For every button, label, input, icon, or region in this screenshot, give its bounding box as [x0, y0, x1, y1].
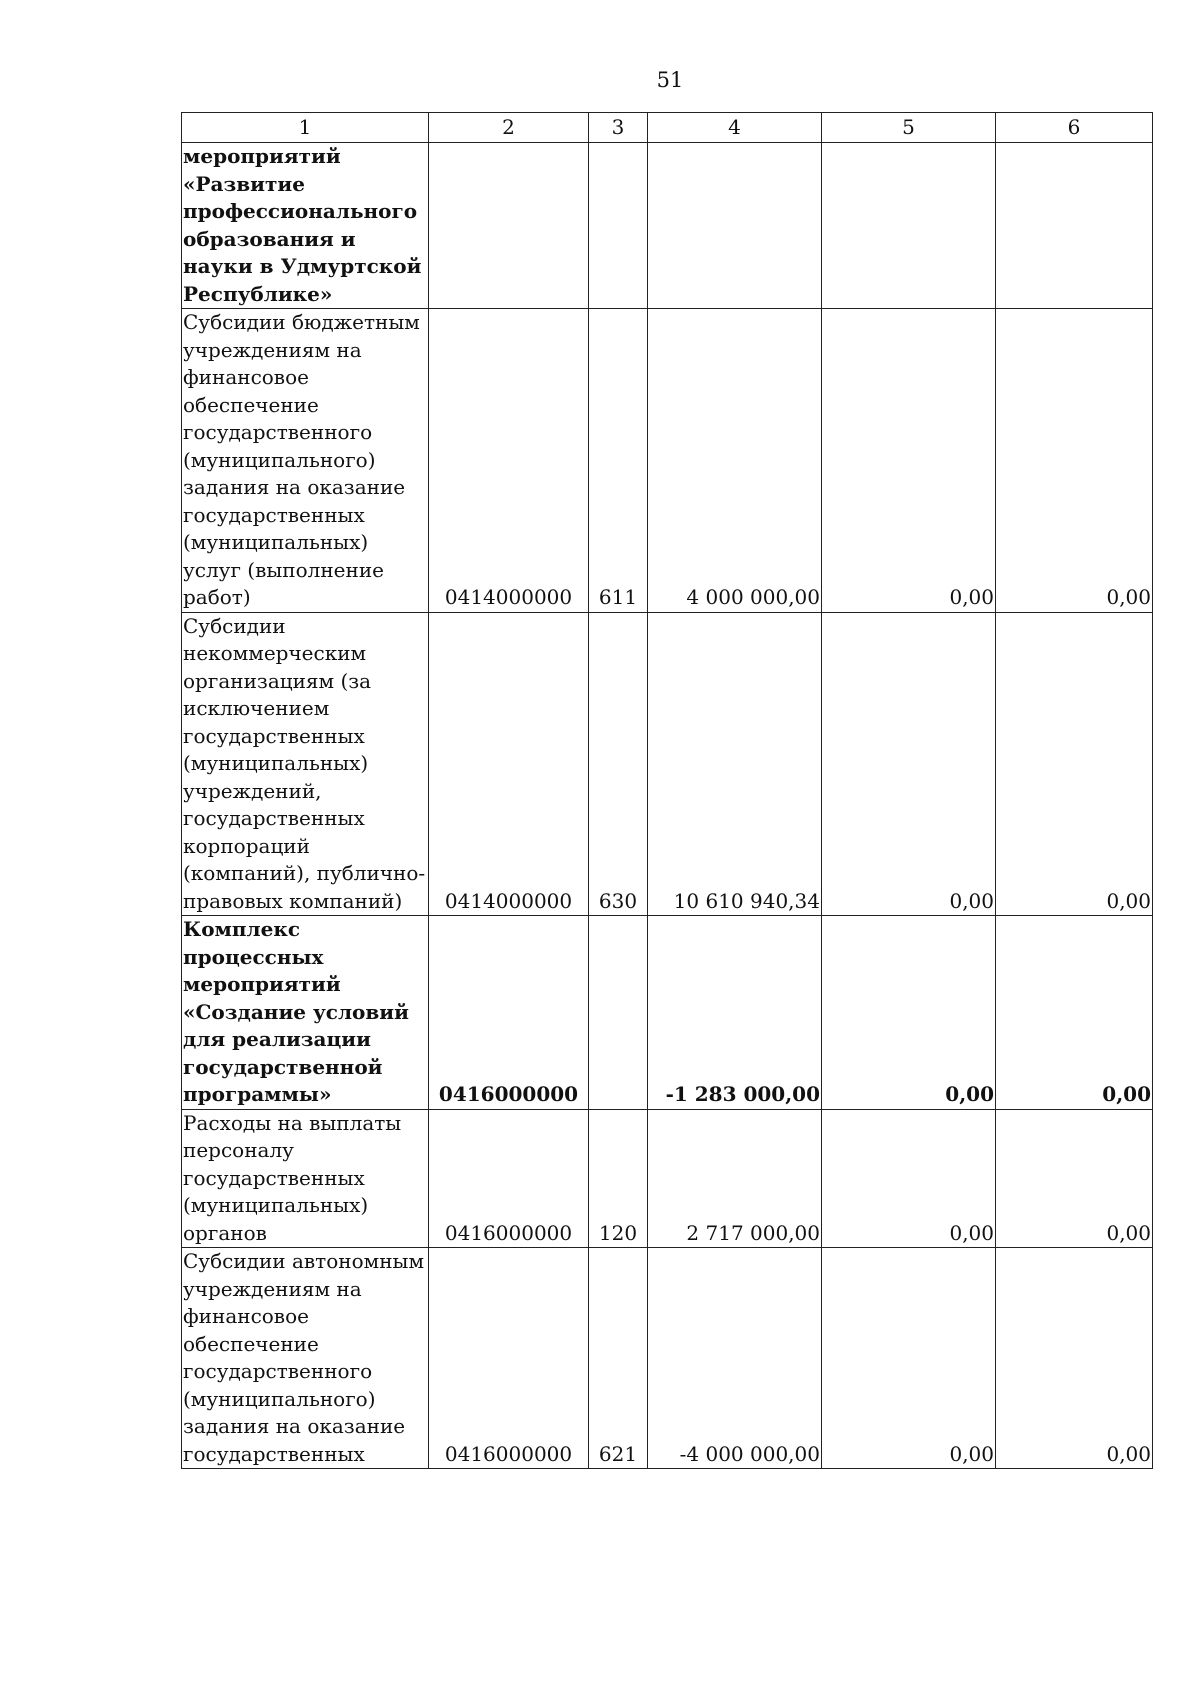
row-name: Субсидии бюджетным учреждениям на финансовое обеспечение государственного (муниципального) задания на оказание государственных (муниципальных) услуг (выполнение работ) [182, 309, 429, 613]
row-code: 0416000000 [429, 1109, 589, 1248]
row-value-4: 10 610 940,34 [648, 612, 822, 916]
row-code: 0416000000 [429, 1248, 589, 1469]
table-row [182, 309, 1153, 613]
row-value-6: 0,00 [996, 612, 1153, 916]
row-value-5: 0,00 [822, 1248, 996, 1469]
row-value-5: 0,00 [822, 916, 996, 1110]
row-value-6: 0,00 [996, 309, 1153, 613]
row-value-4: -4 000 000,00 [648, 1248, 822, 1469]
row-value-6: 0,00 [996, 916, 1153, 1110]
column-header-2: 2 [429, 113, 589, 143]
column-header-4: 4 [648, 113, 822, 143]
row-name: Субсидии автономным учреждениям на финансовое обеспечение государственного (муниципального) задания на оказание государственных [182, 1248, 429, 1469]
row-value-5 [822, 143, 996, 309]
table-body [182, 143, 1153, 1469]
row-value-4: 4 000 000,00 [648, 309, 822, 613]
table-row [182, 143, 1153, 309]
row-kvr: 611 [589, 309, 648, 613]
row-value-4: -1 283 000,00 [648, 916, 822, 1110]
column-header-1: 1 [182, 113, 429, 143]
table-row [182, 916, 1153, 1110]
column-header-3: 3 [589, 113, 648, 143]
row-value-4: 2 717 000,00 [648, 1109, 822, 1248]
row-value-5: 0,00 [822, 612, 996, 916]
row-name: Комплекс процессных мероприятий «Создание условий для реализации государственной программы» [182, 916, 429, 1110]
row-kvr [589, 916, 648, 1110]
row-code [429, 143, 589, 309]
row-value-6: 0,00 [996, 1248, 1153, 1469]
column-header-6: 6 [996, 113, 1153, 143]
row-value-5: 0,00 [822, 309, 996, 613]
row-code: 0416000000 [429, 916, 589, 1110]
row-kvr: 621 [589, 1248, 648, 1469]
table-row [182, 1248, 1153, 1469]
table-row [182, 1109, 1153, 1248]
row-value-4 [648, 143, 822, 309]
row-kvr: 630 [589, 612, 648, 916]
row-value-5: 0,00 [822, 1109, 996, 1248]
row-name: Субсидии некоммерческим организациям (за исключением государственных (муниципальных) учреждений, государственных корпораций (компаний), публично-правовых компаний) [182, 612, 429, 916]
page-number: 51 [656, 68, 684, 92]
row-value-6: 0,00 [996, 1109, 1153, 1248]
row-value-6 [996, 143, 1153, 309]
row-code: 0414000000 [429, 309, 589, 613]
budget-table [181, 112, 1153, 1469]
column-header-5: 5 [822, 113, 996, 143]
row-kvr: 120 [589, 1109, 648, 1248]
row-name: мероприятий «Развитие профессионального образования и науки в Удмуртской Республике» [182, 143, 429, 309]
table-row [182, 612, 1153, 916]
row-name: Расходы на выплаты персоналу государственных (муниципальных) органов [182, 1109, 429, 1248]
table-header-row [182, 113, 1153, 143]
row-code: 0414000000 [429, 612, 589, 916]
row-kvr [589, 143, 648, 309]
